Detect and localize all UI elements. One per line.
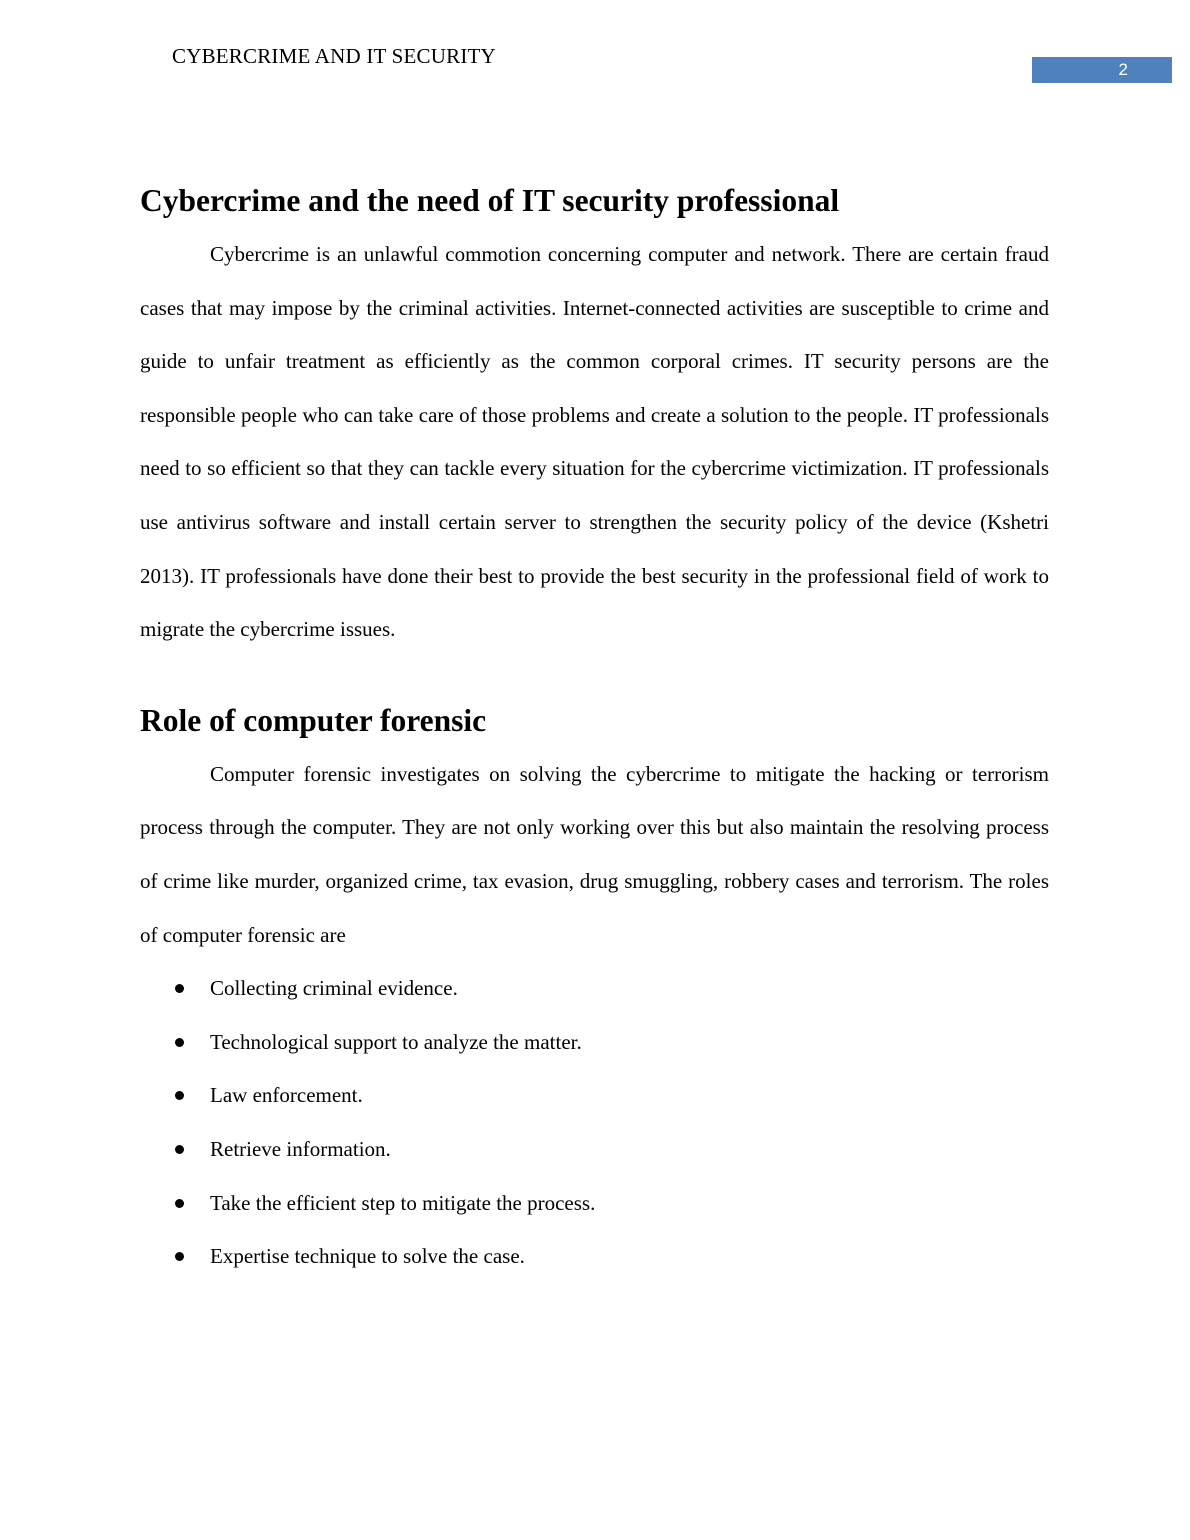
list-item-text: Retrieve information. — [210, 1136, 391, 1161]
list-item-text: Law enforcement. — [210, 1083, 363, 1108]
bullet-icon — [175, 1038, 184, 1047]
bullet-icon — [175, 984, 184, 993]
document-body — [140, 183, 1049, 1284]
list-item — [140, 1230, 1049, 1284]
list-item — [140, 1123, 1049, 1177]
list-item-text: Take the efficient step to mitigate the process. — [210, 1190, 596, 1215]
list-item-text: Expertise technique to solve the case. — [210, 1244, 525, 1269]
bullet-icon — [175, 1091, 184, 1100]
bullet-icon — [175, 1252, 184, 1261]
section-heading-cybercrime: Cybercrime and the need of IT security professional — [140, 183, 840, 218]
section-heading-forensic: Role of computer forensic — [140, 702, 487, 738]
list-item-text: Collecting criminal evidence. — [210, 976, 458, 1001]
bullet-icon — [175, 1199, 184, 1208]
bullet-icon — [175, 1145, 184, 1154]
running-head: CYBERCRIME AND IT SECURITY — [172, 44, 496, 68]
list-item — [140, 1177, 1049, 1231]
forensic-roles-list — [140, 962, 1049, 1284]
paragraph-forensic: Computer forensic investigates on solving the cybercrime to mitigate the hacking or terrorism process through the computer. They are not only working over this but also maintain the resolving process of crime like murder, organized crime, tax evasion, drug smuggling, robbery cases and terrorism. The roles of computer forensic are — [140, 761, 1049, 947]
paragraph-cybercrime: Cybercrime is an unlawful commotion concerning computer and network. There are certain fraud cases that may impose by the criminal activities. Internet-connected activities are susceptible to crime and guide to unfair treatment as efficiently as the common corporal crimes. IT security persons are the responsible people who can take care of those problems and create a solution to the people. IT professionals need to so efficient so that they can tackle every situation for the cybercrime victimization. IT professionals use antivirus software and install certain server to strengthen the security policy of the device (Kshetri 2013). IT professionals have done their best to provide the best security in the professional field of work to migrate the cybercrime issues. — [140, 242, 1049, 642]
list-item — [140, 1016, 1049, 1070]
list-item — [140, 1069, 1049, 1123]
list-item — [140, 962, 1049, 1016]
page-number-badge: 2 — [1032, 57, 1172, 83]
list-item-text: Technological support to analyze the matter. — [210, 1029, 582, 1054]
